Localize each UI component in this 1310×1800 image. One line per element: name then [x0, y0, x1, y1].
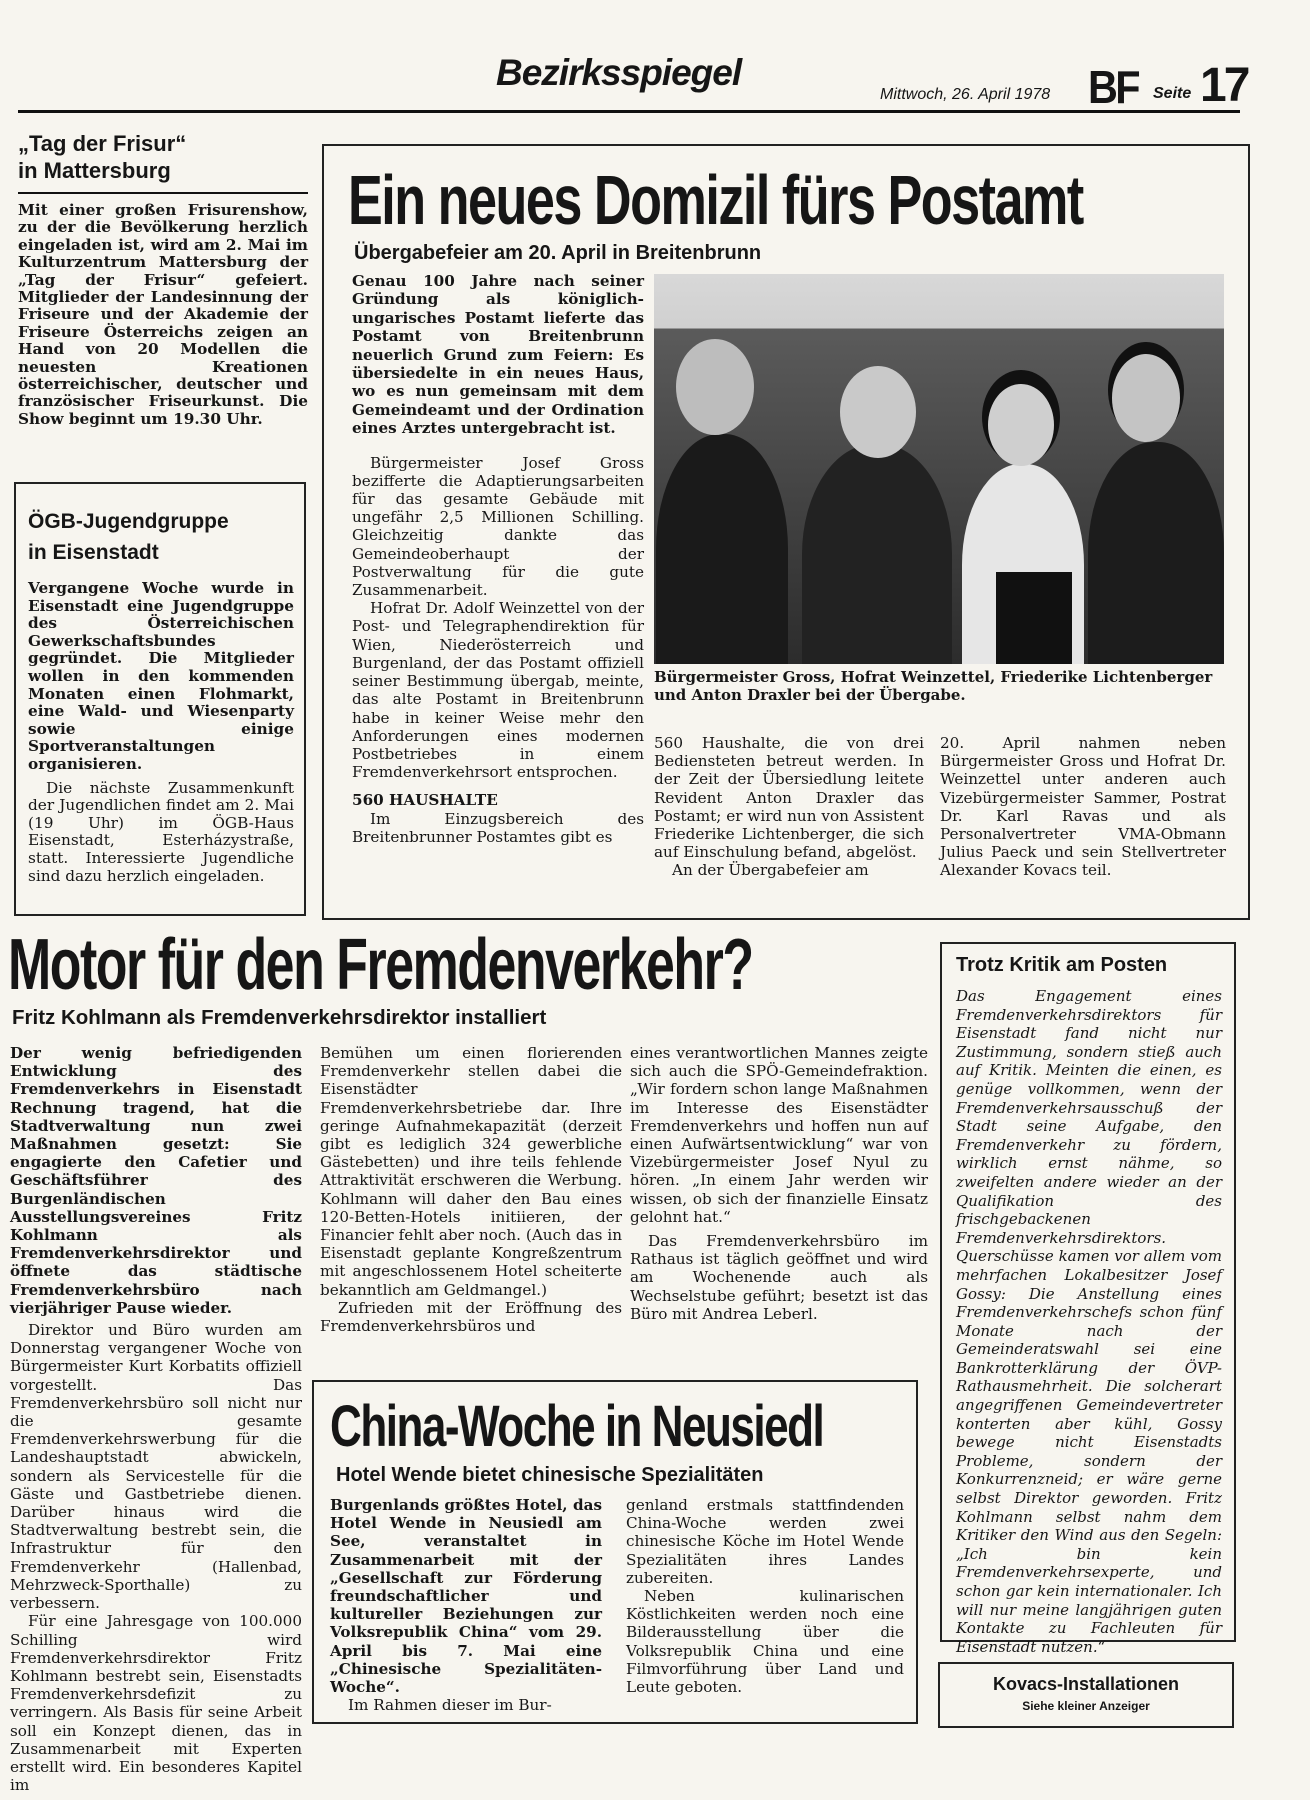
person-draxler-head [1112, 354, 1180, 442]
motor-col3-text2: Das Fremdenverkehrsbüro im Rathaus ist täglich geöffnet und wird am Wochenende auch als Wechselstube geführt; besetzt ist das Büro mit Andrea Leberl. [630, 1232, 928, 1323]
china-p1: Im Rahmen dieser im Bur- [348, 1696, 552, 1715]
postamt-col1 [352, 272, 644, 846]
postamt-col2-text: 560 Haushalte, die von drei Bediensteten betreut werden. In der Zeit der Übersiedlung leitete Revident Anton Draxler das Postamt; er wird nun von Assistent Friederike Lichtenberger, die sich auf Einschulung befand, abgelöst. [654, 734, 924, 862]
postamt-headline-wrap [348, 164, 1228, 236]
person-gross [656, 434, 788, 664]
article-frisur [18, 130, 308, 460]
motor-col3 [630, 1044, 928, 1323]
postamt-lead: Genau 100 Jahre nach seiner Gründung als königlich-ungarisches Postamt lieferte das Postamt von Breitenbrunn neuerlich Grund zum Feiern: Es übersiedelte in ein neues Haus, wo es nun gemeinsam mit dem Gemeindeamt und der Ordination eines Arztes untergebracht ist. [352, 272, 644, 438]
person-lichtenberger-head [988, 384, 1054, 466]
publication-logo: BF [1088, 61, 1138, 113]
motor-col2-text2: Zufrieden mit der Eröffnung des Fremdenverkehrsbüros und [320, 1298, 622, 1336]
frisur-rule [18, 192, 308, 194]
motor-headline-wrap [8, 928, 918, 1002]
person-lichtenberger-skirt [996, 572, 1072, 664]
china-col1 [330, 1496, 602, 1714]
article-oegb [14, 482, 306, 916]
china-col2-text: genland erstmals stattfindenden China-Woche werden zwei chinesische Köche im Hotel Wende Spezialitäten ihres Landes zubereiten. [626, 1496, 904, 1587]
motor-subhead: Fritz Kohlmann als Fremdenverkehrsdirektor installiert [12, 1006, 547, 1029]
postamt-p3: Im Einzugsbereich des Breitenbrunner Postamtes gibt es [352, 809, 644, 846]
motor-headline: Motor für den Fremdenverkehr? [8, 928, 753, 1002]
kritik-title: Trotz Kritik am Posten [956, 954, 1168, 976]
ad-title: Kovacs-Installationen [992, 1674, 1180, 1694]
person-weinzettel-head [840, 366, 916, 458]
china-lead: Burgenlands größtes Hotel, das Hotel Wende in Neusiedl am See, veranstaltet in Zusammenarbeit mit der „Gesellschaft zur Förderung freundschaftlicher und kultureller Beziehungen zur Volksrepublik China“ vom 29. April bis 7. Mai eine „Chinesische Spezialitäten-Woche“. [330, 1496, 602, 1697]
photo-caption: Bürgermeister Gross, Hofrat Weinzettel, Friederike Lichtenberger und Anton Draxler bei der Übergabe. [654, 668, 1213, 704]
postamt-p1: Bürgermeister Josef Gross bezifferte die Adaptierungsarbeiten für das gesamte Gebäude mit ungefähr 2,5 Millionen Schilling. Gleichzeitig dankte das Gemeindeoberhaupt der Postverwaltung für die gute Zusammenarbeit. [352, 453, 644, 600]
motor-col1 [10, 1044, 302, 1794]
page-label: Seite [1153, 85, 1192, 102]
ad-kovacs [938, 1662, 1234, 1728]
article-postamt [322, 144, 1250, 920]
person-gross-head [676, 339, 754, 435]
postamt-crosshead: 560 HAUSHALTE [352, 791, 498, 810]
oegb-paragraph: Die nächste Zusammenkunft der Jugendlichen findet am 2. Mai (19 Uhr) im ÖGB-Haus Eisenstadt, Esterházystraße, statt. Interessierte Jugendliche sind dazu herzlich eingeladen. [28, 778, 294, 885]
china-subhead: Hotel Wende bietet chinesische Spezialitäten [336, 1464, 764, 1486]
postamt-subhead: Übergabefeier am 20. April in Breitenbrunn [354, 242, 762, 264]
postamt-photo [654, 274, 1224, 664]
motor-col2-text: Bemühen um einen florierenden Fremdenverkehr stellen dabei die Eisenstädter Fremdenverkehrsbetriebe dar. Ihre geringe Aufnahmekapazität (derzeit gibt es lediglich 324 gewerbliche Gästebetten) und ihre teils fehlende Attraktivität erschweren die Werbung. Kohlmann will daher den Bau eines 120-Betten-Hotels initiieren, der Financier fehlt aber noch. (Auch das in Eisenstadt geplante Kongreßzentrum mit angeschlossenem Hotel scheiterte bekanntlich am Geldmangel.) [320, 1044, 622, 1299]
ad-subtitle: Siehe kleiner Anzeiger [1022, 1699, 1150, 1713]
postamt-p2: Hofrat Dr. Adolf Weinzettel von der Post- und Telegraphendirektion für Wien, Niederösterreich und Burgenland, der das Postamt offiziell seiner Bestimmung übergab, meinte, das alte Postamt in Breitenbrunn habe in keiner Weise mehr den Anforderungen eines modernen Postbetriebes in einem Fremdenverkehrsort entsprochen. [352, 599, 644, 782]
kritik-body: Das Engagement eines Fremdenverkehrsdirektors für Eisenstadt fand nicht nur Zustimmung, sondern stieß auch auf Kritik. Meinten die einen, es genüge vollkommen, wenn der Fremdenverkehrsausschuß der Stadt seine Aufgabe, den Fremdenverkehr zu fördern, wirklich ernst nähme, so zweifelten andere wieder an der Qualifikation des frischgebackenen Fremdenverkehrsdirektors. Querschüsse kamen vor allem vom mehrfachen Lokalbesitzer Josef Gossy: Die Anstellung eines Fremdenverkehrschefs schon fünf Monate nach der Gemeinderatswahl sei eine Bankrotterklärung der ÖVP-Rathausmehrheit. Die solcherart angegriffenen Gemeindevertreter konterten aber kühl, Gossy bewege nicht Eisenstadts Probleme, sondern der Konkurrenzneid; er wäre gerne selbst Direktor geworden. Fritz Kohlmann selbst nahm dem Kritiker den Wind aus den Segeln: „Ich bin kein Fremdenverkehrsexperte, und schon gar kein internationaler. Ich will nur meine langjährigen guten Kontakte zu Fachleuten für Eisenstadt nützen.“ [956, 987, 1222, 1656]
china-headline-wrap [330, 1396, 910, 1458]
motor-p1: Direktor und Büro wurden am Donnerstag vergangener Woche von Bürgermeister Kurt Korbatits offiziell vorgestellt. Das Fremdenverkehrsbüro soll nicht nur die gesamte Fremdenverkehrswerbung für die Landeshauptstadt abwickeln, sondern als Servicestelle für die Gäste und Gastbetriebe dienen. Darüber hinaus wird die Stadtverwaltung bestrebt sein, die Infrastruktur für den Fremdenverkehr (Hallenbad, Mehrzweck-Sporthalle) zu verbessern. [10, 1321, 302, 1613]
frisur-body: Mit einer großen Frisurenshow, zu der die Bevölkerung herzlich eingeladen ist, wird am 2. Mai im Kulturzentrum Mattersburg der „Tag der Frisur“ gefeiert. Mitglieder der Landesinnung der Friseure und der Akademie der Friseure Österreichs zeigen an Hand von 20 Modellen die neuesten Kreationen österreichischer, deutscher und französischer Friseurkunst. Die Show beginnt um 19.30 Uhr. [18, 201, 308, 428]
china-headline: China-Woche in Neusiedl [330, 1396, 824, 1458]
article-china [312, 1380, 918, 1724]
postamt-headline: Ein neues Domizil fürs Postamt [348, 164, 1083, 236]
header-rule [18, 110, 1240, 113]
person-draxler [1088, 442, 1224, 664]
frisur-title: „Tag der Frisur“ in Mattersburg [18, 131, 187, 183]
postamt-col3 [940, 734, 1226, 880]
issue-date: Mittwoch, 26. April 1978 [880, 86, 1051, 103]
postamt-col2-text2: An der Übergabefeier am [672, 861, 869, 880]
china-col2-text2: Neben kulinarischen Köstlichkeiten werden noch eine Bilderausstellung über die Volksrepublik China und eine Filmvorführung über Land und Leute geboten. [626, 1587, 904, 1697]
motor-lead: Der wenig befriedigenden Entwicklung des Fremdenverkehrs in Eisenstadt Rechnung tragend, hat die Stadtverwaltung nun zwei Maßnahmen gesetzt: Sie engagierte den Cafetier und Geschäftsführer des Burgenländischen Ausstellungsvereines Fritz Kohlmann als Fremdenverkehrsdirektor und öffnete das städtische Fremdenverkehrsbüro nach vierjähriger Pause wieder. [10, 1044, 302, 1317]
motor-col3-text: eines verantwortlichen Mannes zeigte sich auch die SPÖ-Gemeindefraktion. „Wir fordern schon lange Maßnahmen im Interesse des Eisenstädter Fremdenverkehrs und hoffen nun auf einen Aufwärtsentwicklung“ war von Vizebürgermeister Josef Nyul zu hören. „In einem Jahr werden wir wissen, ob sich der finanzielle Einsatz gelohnt hat.“ [630, 1044, 928, 1226]
postamt-col2 [654, 734, 924, 880]
china-col2 [626, 1496, 904, 1696]
oegb-text [28, 580, 294, 885]
section-title: Bezirksspiegel [496, 52, 742, 93]
article-kritik [940, 942, 1236, 1656]
oegb-title: ÖGB-Jugendgruppe in Eisenstadt [28, 510, 229, 564]
postamt-col3-text: 20. April nahmen neben Bürgermeister Gross und Hofrat Dr. Weinzettel unter anderen auch Vizebürgermeister Sammer, Postrat Dr. Karl Ravas und als Personalvertreter VMA-Obmann Julius Paeck und sein Stellvertreter Alexander Kovacs teil. [940, 734, 1226, 880]
page-header [18, 40, 1248, 113]
person-weinzettel [802, 444, 952, 664]
page-number: 17 [1200, 59, 1248, 112]
oegb-lead: Vergangene Woche wurde in Eisenstadt eine Jugendgruppe des Österreichischen Gewerkschaftsbundes gegründet. Die Mitglieder wollen in den kommenden Monaten einen Flohmarkt, eine Wald- und Wiesenparty sowie einige Sportveranstaltungen organisieren. [28, 579, 294, 773]
motor-p2: Für eine Jahresgage von 100.000 Schilling wird Fremdenverkehrsdirektor Fritz Kohlmann bestrebt sein, Eisenstadts Fremdenverkehrsdefizit zu verringern. Als Basis für seine Arbeit soll ein Konzept dienen, das in Zusammenarbeit mit Experten erstellt wird. Ein besonderes Kapitel im [10, 1612, 302, 1795]
motor-col2 [320, 1044, 622, 1335]
